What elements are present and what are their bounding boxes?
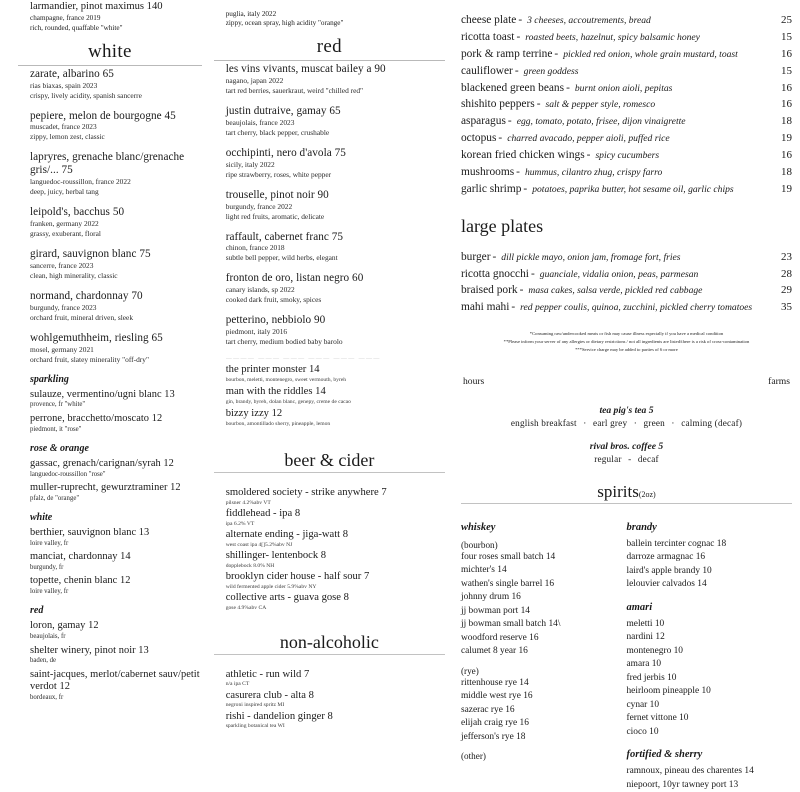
cocktail-ingredients: gin, brandy, byreh, dolan blanc, genepy, creme de cacao xyxy=(225,398,351,405)
spirits-columns xyxy=(461,512,792,792)
tea-option: earl grey xyxy=(593,417,628,428)
wine-entry xyxy=(30,68,202,101)
spirit-item: woodford reserve 16 xyxy=(460,632,539,643)
wine-notes: rich, rounded, quaffable "white" xyxy=(30,24,123,33)
wine-region: pfalz, de "orange" xyxy=(30,494,80,502)
beer-name: fiddlehead - ipa 8 xyxy=(225,507,301,519)
bullet-separator: · xyxy=(633,417,638,428)
menu-item-row xyxy=(461,181,792,198)
clipped-top-entry xyxy=(226,0,445,29)
separator-dash: - xyxy=(530,267,535,280)
menu-item-row xyxy=(461,96,792,113)
wine-region: nagano, japan 2022 xyxy=(225,76,284,86)
wine-name: occhipinti, nero d'avola 75 xyxy=(225,146,346,159)
spirits-title: spirits xyxy=(597,481,639,501)
spirit-item: jefferson's rye 18 xyxy=(460,731,526,742)
beer-meta: pilsner 4.2%abv VT xyxy=(225,499,271,506)
coffee-option: regular xyxy=(594,453,622,464)
wine-region: burgundy, fr xyxy=(30,564,64,572)
section-heading-spirits xyxy=(461,482,792,504)
dish-description: red pepper coulis, quinoa, zucchini, pickled cherry tomatoes xyxy=(520,302,753,314)
wine-notes: subtle bell pepper, wild herbs, elegant xyxy=(225,253,338,263)
separator-dash: - xyxy=(628,453,632,464)
wine-name: raffault, cabernet franc 75 xyxy=(225,230,344,243)
faded-cocktails-heading: ———— ——— ——— ——— ——— ——— xyxy=(225,356,381,363)
wine-region: burgundy, france 2022 xyxy=(225,201,293,211)
wine-notes: crispy, lively acidity, spanish sancerre xyxy=(30,90,142,100)
separator-dash: - xyxy=(554,47,559,60)
wine-region: beaujolais, france 2023 xyxy=(225,117,295,127)
wine-region: loire valley, fr xyxy=(30,539,69,547)
wine-name: loron, gamay 12 xyxy=(30,620,99,632)
separator-dash: - xyxy=(516,165,520,178)
dish-description: burnt onion aioli, pepitas xyxy=(574,82,673,94)
tea-block xyxy=(461,405,792,428)
wine-region: loire valley, fr xyxy=(30,588,69,596)
tea-options xyxy=(461,418,792,428)
spirit-item: calumet 8 year 16 xyxy=(460,646,528,657)
spirit-item: cynar 10 xyxy=(626,699,660,710)
wine-notes: tart red berries, sauerkraut, weird "chilled red" xyxy=(225,86,364,96)
spirit-item: montenegro 10 xyxy=(626,645,683,656)
wine-entry xyxy=(30,482,202,503)
fine-print-line: ***Service charge may be added to parties of 6 or more xyxy=(575,346,678,352)
spirit-item: ramnoux, pineau des charentes 14 xyxy=(626,766,754,777)
dish-description: masa cakes, salsa verde, pickled red cabbage xyxy=(528,285,703,297)
wine-entry xyxy=(30,110,202,143)
dish-price: 16 xyxy=(781,98,792,111)
tea-option: calming (decaf) xyxy=(681,417,743,428)
wine-name: sulauze, vermentino/ugni blanc 13 xyxy=(30,388,175,400)
spirit-item: ballein tercinter cognac 18 xyxy=(626,538,727,549)
spirit-item: meletti 10 xyxy=(626,618,665,629)
beer-meta: gose 4.9%abv CA xyxy=(225,604,267,611)
dish-name: ricotta gnocchi xyxy=(460,267,529,280)
wine-notes: clean, high minerality, classic xyxy=(30,270,118,280)
wine-region: provence, fr "white" xyxy=(30,401,86,409)
whiskey-column xyxy=(461,512,627,792)
subheading-white-glass: white xyxy=(30,512,53,524)
cocktail-ingredients: bourbon, meletti, montenegro, sweet vermouth, byreh xyxy=(225,376,347,383)
amari-label: amari xyxy=(626,601,653,613)
spirit-item: nardini 12 xyxy=(626,632,665,643)
wine-entry xyxy=(226,272,445,305)
wine-region: rias biaxas, spain 2023 xyxy=(30,80,98,90)
dish-name: asparagus xyxy=(460,115,506,128)
wine-notes: tart cherry, medium bodied baby barolo xyxy=(225,337,343,347)
wine-list-column xyxy=(0,0,208,701)
spirit-item: darroze armagnac 16 xyxy=(626,552,706,563)
section-heading-white: white xyxy=(18,41,202,66)
wine-region: baden, de xyxy=(30,657,57,665)
spirits-pour-size: (2oz) xyxy=(638,489,656,499)
wine-region: bordeaux, fr xyxy=(30,693,64,701)
wine-entry xyxy=(30,332,202,365)
dish-price: 19 xyxy=(781,182,792,195)
wine-name: gassac, grenach/carignan/syrah 12 xyxy=(30,457,174,469)
menu-item-row xyxy=(461,147,792,164)
dish-description: spicy cucumbers xyxy=(595,150,660,161)
dish-price: 16 xyxy=(781,47,792,60)
spirit-item: four roses small batch 14 xyxy=(460,551,556,562)
wine-name: petterino, nebbiolo 90 xyxy=(225,314,326,327)
wine-region: languedoc-roussillon "rose" xyxy=(30,470,106,478)
menu-item-row xyxy=(461,130,792,147)
wine-notes: light red fruits, aromatic, delicate xyxy=(225,211,325,221)
wine-name: berthier, sauvignon blanc 13 xyxy=(30,527,150,539)
spirit-item: sazerac rye 16 xyxy=(460,704,515,715)
beer-name: shillinger- lentenbock 8 xyxy=(225,549,327,561)
cocktail-name: bizzy izzy 12 xyxy=(225,408,283,419)
dish-description: hummus, cilantro zhug, crispy farro xyxy=(524,166,663,178)
spirit-item: michter's 14 xyxy=(460,565,507,576)
spirit-item: middle west rye 16 xyxy=(460,691,533,702)
wine-name: shelter winery, pinot noir 13 xyxy=(30,644,149,656)
wine-region: languedoc-roussillon, france 2022 xyxy=(30,177,131,187)
coffee-block xyxy=(461,441,792,464)
dish-description: dill pickle mayo, onion jam, fromage fort, fries xyxy=(501,251,681,263)
dish-price: 35 xyxy=(781,301,792,314)
wine-region: chinon, france 2018 xyxy=(225,243,285,253)
coffee-option: decaf xyxy=(637,453,659,464)
dish-price: 23 xyxy=(781,250,792,263)
subheading-rose-orange: rose & orange xyxy=(30,442,89,454)
na-drink-name: athletic - run wild 7 xyxy=(225,668,310,680)
wine-entry xyxy=(30,389,202,410)
spirit-item: johnny drum 16 xyxy=(460,592,521,603)
wine-entry xyxy=(30,669,202,702)
separator-dash: - xyxy=(536,98,541,111)
wine-region: puglia, italy 2022 xyxy=(225,9,277,18)
separator-dash: - xyxy=(519,284,524,297)
hours-label: hours xyxy=(462,375,485,387)
tea-title: tea pig's tea 5 xyxy=(599,404,654,416)
wine-region: champagne, france 2019 xyxy=(30,14,101,23)
dish-description: 3 cheeses, accoutrements, bread xyxy=(527,15,651,26)
beer-entry xyxy=(226,571,445,591)
spirit-item: fernet vittone 10 xyxy=(626,713,689,724)
cocktail-name: the printer monster 14 xyxy=(225,364,320,376)
menu-item-row xyxy=(461,12,792,29)
spirit-item: rittenhouse rye 14 xyxy=(460,677,529,688)
dish-name: mahi mahi xyxy=(460,301,510,314)
spirit-item: cioco 10 xyxy=(626,726,659,737)
dish-name: blackened green beans xyxy=(460,81,565,94)
wine-notes: zippy, lemon zest, classic xyxy=(30,132,105,142)
fine-print-line: *Consuming raw/undercooked meats or fish may cause illness especially if you have a medical condition xyxy=(529,331,724,337)
cocktail-entry xyxy=(226,386,445,406)
dish-description: egg, tomato, potato, frisee, dijon vinaigrette xyxy=(516,116,686,128)
wine-name: girard, sauvignon blanc 75 xyxy=(30,247,151,260)
dish-price: 28 xyxy=(781,267,792,280)
wine-region: sicily, italy 2022 xyxy=(225,159,275,169)
wine-name: muller-ruprecht, gewurztraminer 12 xyxy=(30,481,181,493)
menu-item-row xyxy=(461,113,792,130)
dish-name: burger xyxy=(460,250,491,263)
dish-price: 15 xyxy=(781,64,792,77)
tea-option: green xyxy=(643,417,665,428)
separator-dash: - xyxy=(498,132,503,145)
na-drink-meta: n/a ipa CT xyxy=(225,681,250,688)
wine-entry xyxy=(30,620,202,641)
dish-price: 16 xyxy=(781,149,792,161)
beer-name: brooklyn cider house - half sour 7 xyxy=(225,570,370,582)
cocktail-entry xyxy=(226,408,445,428)
dish-price: 18 xyxy=(781,115,792,128)
menu-item-row xyxy=(461,80,792,97)
wine-name: lapryres, grenache blanc/grenache gris/... 75 xyxy=(30,151,185,177)
section-heading-large-plates: large plates xyxy=(460,215,544,236)
wine-entry xyxy=(30,458,202,479)
wine-notes: zippy, ocean spray, high acidity "orange" xyxy=(225,19,344,28)
rye-sublabel: (rye) xyxy=(460,665,479,676)
na-drink-name: rishi - dandelion ginger 8 xyxy=(225,710,333,722)
cocktail-entry xyxy=(226,364,445,384)
wine-entry xyxy=(226,63,445,96)
dish-description: pickled red onion, whole grain mustard, toast xyxy=(563,48,738,60)
wine-name: justin dutraive, gamay 65 xyxy=(225,105,341,117)
wine-region: piedmont, it "rose" xyxy=(30,425,82,433)
spirit-item: laird's apple brandy 10 xyxy=(626,565,712,576)
dish-price: 18 xyxy=(781,165,792,178)
wine-entry xyxy=(226,314,445,347)
dish-price: 19 xyxy=(781,132,792,145)
wine-name: leipold's, bacchus 50 xyxy=(30,206,125,219)
wine-region: piedmont, italy 2016 xyxy=(225,327,288,337)
beer-meta: dopplebock 8.0% NH xyxy=(225,562,275,569)
wine-notes: orchard fruit, mineral driven, sleek xyxy=(30,312,134,322)
spirit-item: niepoort, 10yr tawney port 13 xyxy=(626,779,739,790)
separator-dash: - xyxy=(516,30,521,43)
menu-item-row xyxy=(461,266,792,283)
farms-label: farms xyxy=(768,375,790,387)
dish-name: octopus xyxy=(460,132,497,145)
wine-region: mosel, germany 2021 xyxy=(30,344,94,354)
wine-name: normand, chardonnay 70 xyxy=(30,289,143,302)
separator-dash: - xyxy=(523,182,528,195)
wine-notes: cooked dark fruit, smoky, spices xyxy=(225,295,322,305)
beer-name: collective arts - guava gose 8 xyxy=(225,591,349,603)
wine-notes: ripe strawberry, roses, white pepper xyxy=(225,169,332,179)
clipped-top-entry xyxy=(30,0,202,34)
menu-item-row xyxy=(461,164,792,181)
wine-entry xyxy=(30,248,202,281)
dish-name: pork & ramp terrine xyxy=(460,47,553,60)
dish-price: 15 xyxy=(781,30,792,43)
wine-region: sancerre, france 2023 xyxy=(30,260,94,270)
fine-print-disclaimer xyxy=(461,330,792,353)
dish-name: cheese plate xyxy=(460,14,517,26)
menu-item-row xyxy=(461,299,792,316)
dish-name: shishito peppers xyxy=(460,98,535,111)
wine-notes: tart cherry, black pepper, crushable xyxy=(225,127,330,137)
wine-notes: deep, juicy, herbal tang xyxy=(30,187,99,197)
wine-name: les vins vivants, muscat bailey a 90 xyxy=(225,63,386,76)
wine-entry xyxy=(226,189,445,222)
wine-name: topette, chenin blanc 12 xyxy=(30,575,131,587)
food-and-spirits-column xyxy=(453,0,800,790)
spirit-item: fred jerbis 10 xyxy=(626,672,677,683)
other-sublabel: (other) xyxy=(460,751,486,762)
fortified-sherry-label: fortified & sherry xyxy=(626,749,703,761)
spirit-item: jj bowman small batch 14\ xyxy=(460,619,561,630)
wine-name: larmandier, pinot maximus 140 xyxy=(30,1,163,12)
separator-dash: - xyxy=(511,301,516,314)
dish-name: braised pork xyxy=(460,284,518,297)
subheading-red-glass: red xyxy=(30,605,44,617)
beer-meta: wild fermented apple cider 5.9%abv NY xyxy=(225,583,317,590)
na-drink-meta: sparkling botanical tea WI xyxy=(225,723,285,730)
wine-entry xyxy=(30,206,202,239)
subheading-sparkling: sparkling xyxy=(30,373,69,385)
wine-region: beaujolais, fr xyxy=(30,633,66,641)
wine-entry xyxy=(30,551,202,572)
dish-description: charred avacado, pepper aioli, puffed rice xyxy=(507,133,670,145)
beer-name: alternate ending - jiga-watt 8 xyxy=(225,528,349,540)
separator-dash: - xyxy=(518,14,523,26)
spirit-item: wathen's single barrel 16 xyxy=(460,578,555,589)
wine-name: saint-jacques, merlot/cabernet sauv/petit verdot 12 xyxy=(30,668,200,692)
menu-item-row xyxy=(461,46,792,63)
wine-region: burgundy, france 2023 xyxy=(30,302,97,312)
spirit-item: heirloom pineapple 10 xyxy=(626,686,711,697)
menu-item-row xyxy=(461,29,792,46)
wine-notes: grassy, exuberant, floral xyxy=(30,229,101,238)
wine-entry xyxy=(30,527,202,548)
wine-name: zarate, albarino 65 xyxy=(30,67,114,80)
dish-description: salt & pepper style, romesco xyxy=(545,99,656,111)
dish-name: mushrooms xyxy=(460,165,515,178)
spirit-item: elijah craig rye 16 xyxy=(460,718,529,729)
wine-region: muscadet, france 2023 xyxy=(30,122,97,132)
fine-print-line: **Please inform your server of any allergies or dietary restrictions / not all ingredients are listed/there is a risk of cross-contamination xyxy=(503,338,750,344)
section-heading-red: red xyxy=(214,36,445,61)
section-heading-beer-cider: beer & cider xyxy=(214,450,445,473)
separator-dash: - xyxy=(586,149,591,161)
menu-item-row xyxy=(461,282,792,299)
wine-entry xyxy=(226,147,445,180)
spirit-item: lelouvier calvados 14 xyxy=(626,579,707,590)
beer-entry xyxy=(226,487,445,507)
wine-name: fronton de oro, listan negro 60 xyxy=(225,272,364,285)
beer-entry xyxy=(226,508,445,528)
coffee-options xyxy=(461,454,792,464)
na-drink-meta: negroni inspired spritz MI xyxy=(225,702,285,709)
spirit-item: amara 10 xyxy=(626,659,662,670)
wine-name: perrone, bracchetto/moscato 12 xyxy=(30,412,163,424)
wine-entry xyxy=(226,231,445,264)
wine-entry xyxy=(226,105,445,138)
cocktail-name: man with the riddles 14 xyxy=(225,386,326,398)
wine-entry xyxy=(30,413,202,434)
brandy-amari-column xyxy=(626,512,792,792)
cocktail-ingredients: bourbon, amontillado sherry, pineapple, lemon xyxy=(225,420,331,427)
beer-meta: west coast ipa 4[]5.2%abv NJ xyxy=(225,541,293,548)
dish-name: cauliflower xyxy=(460,64,513,77)
na-drink-entry xyxy=(226,690,445,710)
dish-price: 29 xyxy=(781,284,792,297)
brandy-label: brandy xyxy=(626,521,657,533)
dish-name: ricotta toast xyxy=(460,30,515,43)
dish-description: guanciale, vidalia onion, peas, parmesan xyxy=(539,268,699,280)
separator-dash: - xyxy=(514,64,519,77)
spirit-item: jj bowman port 14 xyxy=(460,605,530,616)
wine-region: canary islands, sp 2022 xyxy=(225,285,295,295)
tea-option: english breakfast xyxy=(510,417,577,428)
na-drink-name: casurera club - alta 8 xyxy=(225,689,314,701)
wine-entry xyxy=(30,645,202,666)
beer-entry xyxy=(226,550,445,570)
menu-item-row xyxy=(461,249,792,266)
dish-description: potatoes, paprika butter, hot sesame oil, garlic chips xyxy=(532,183,734,195)
dish-name: korean fried chicken wings xyxy=(460,149,585,161)
wine-notes: orchard fruit, slatey minerality "off-dry" xyxy=(30,354,149,364)
dish-description: roasted beets, hazelnut, spicy balsamic honey xyxy=(525,31,700,43)
bourbon-sublabel: (bourbon) xyxy=(460,539,498,550)
wine-name: pepiere, melon de bourgogne 45 xyxy=(30,109,176,122)
coffee-title: rival bros. coffee 5 xyxy=(589,440,664,452)
separator-dash: - xyxy=(492,250,497,263)
beer-entry xyxy=(226,529,445,549)
wine-entry xyxy=(30,151,202,197)
beer-name: smoldered society - strike anywhere 7 xyxy=(225,486,387,498)
separator-dash: - xyxy=(507,115,512,128)
na-drink-entry xyxy=(226,711,445,731)
dish-name: garlic shrimp xyxy=(460,182,522,195)
wine-name: trouselle, pinot noir 90 xyxy=(225,188,329,201)
dish-price: 16 xyxy=(781,81,792,94)
separator-dash: - xyxy=(566,81,570,94)
bullet-separator: · xyxy=(671,417,675,428)
hours-farms-row xyxy=(461,376,792,387)
red-wine-and-drinks-column xyxy=(208,0,453,730)
beer-entry xyxy=(226,592,445,612)
dish-price: 25 xyxy=(781,14,792,26)
na-drink-entry xyxy=(226,669,445,689)
wine-name: wohlgemuthheim, riesling 65 xyxy=(30,331,163,344)
wine-name: manciat, chardonnay 14 xyxy=(30,551,131,563)
wine-region: franken, germany 2022 xyxy=(30,219,99,229)
bullet-separator: · xyxy=(583,417,587,428)
whiskey-label: whiskey xyxy=(460,521,496,533)
menu-item-row xyxy=(461,63,792,80)
wine-entry xyxy=(30,575,202,596)
dish-description: green goddess xyxy=(523,65,579,77)
section-heading-non-alcoholic: non-alcoholic xyxy=(214,632,445,655)
wine-entry xyxy=(30,290,202,323)
beer-meta: ipa 6.2% VT xyxy=(225,520,255,527)
